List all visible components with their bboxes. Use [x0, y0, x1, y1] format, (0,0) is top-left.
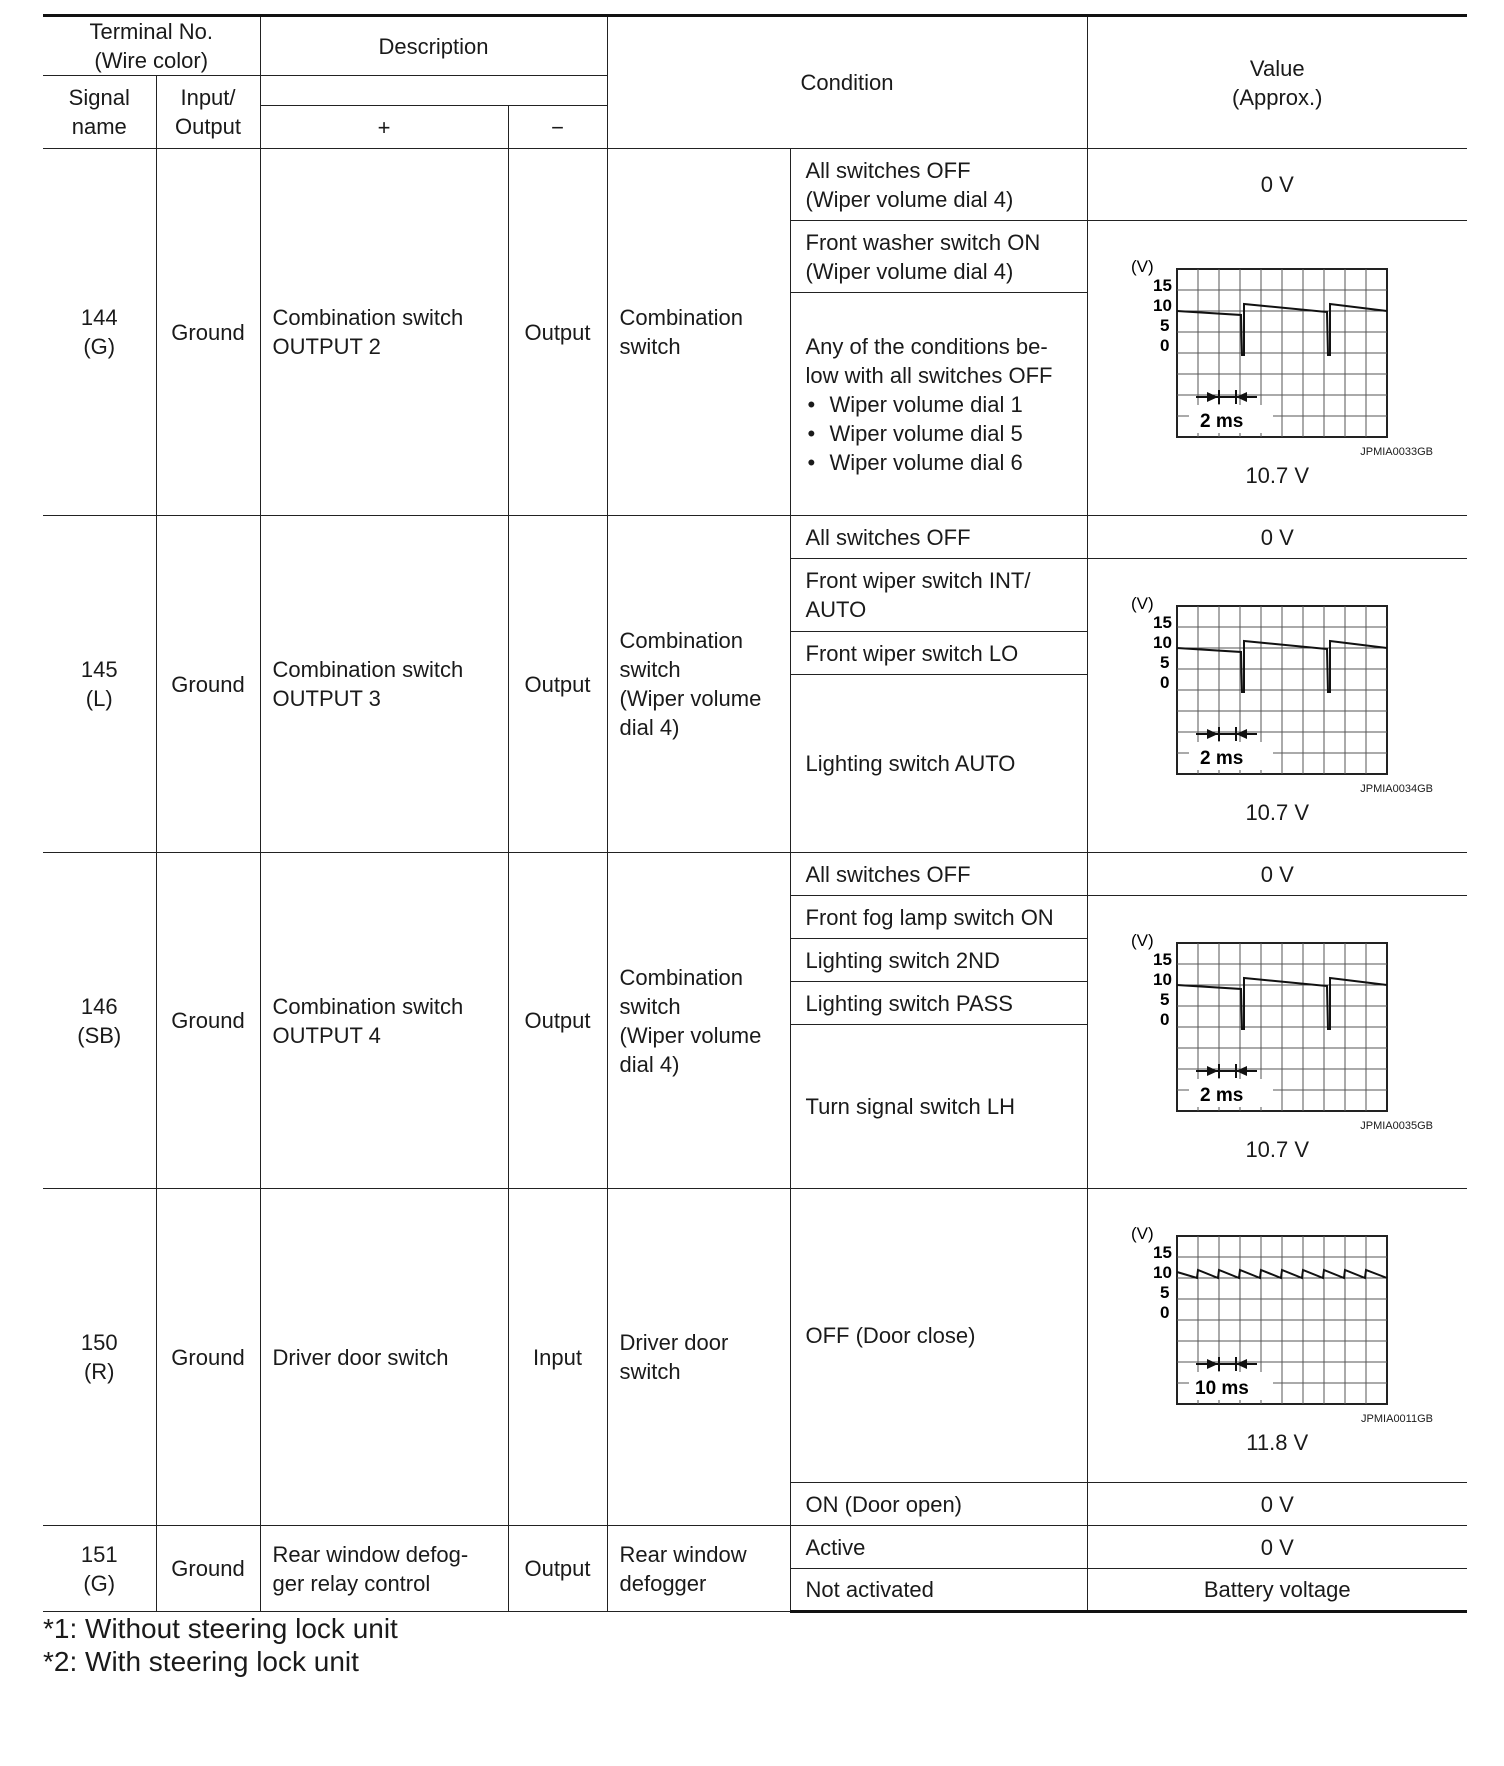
condition-main: Combination switch (Wiper volume dial 4)	[607, 853, 790, 1189]
signal-name: Combination switch OUTPUT 2	[260, 149, 508, 516]
value-cell: 0 V	[1087, 516, 1467, 559]
header-signal-name: Signal name	[43, 76, 156, 149]
time-scale: 2 ms	[1200, 748, 1244, 769]
condition-main: Rear window defogger	[607, 1526, 790, 1612]
condition-text: Any of the conditions be- low with all switches OFF	[805, 333, 1053, 388]
axis-unit: (V)	[1131, 594, 1154, 613]
waveform-cell	[1087, 896, 1467, 1189]
signal-name: Rear window defog- ger relay control	[260, 1526, 508, 1612]
value-cell: 0 V	[1087, 853, 1467, 896]
condition-item: All switches OFF	[790, 853, 1087, 896]
axis-unit: (V)	[1131, 930, 1154, 950]
footnote: *2: With steering lock unit	[43, 1646, 359, 1677]
condition-main: Combination switch	[607, 149, 790, 516]
figure-code: JPMIA0035GB	[1360, 1119, 1433, 1132]
axis-unit: (V)	[1131, 1224, 1154, 1243]
value-cell: Battery voltage	[1087, 1569, 1467, 1612]
signal-trace	[1177, 1270, 1387, 1278]
tick-label: 15	[1153, 949, 1173, 969]
condition-item: OFF (Door close)	[790, 1189, 1087, 1483]
condition-bullets	[806, 390, 1075, 477]
tick-label: 15	[1153, 275, 1173, 295]
waveform-150	[1127, 1212, 1427, 1408]
footnotes	[43, 1612, 398, 1678]
terminal-151: 151 (G)	[43, 1526, 156, 1612]
waveform-146	[1127, 919, 1427, 1115]
condition-item: ON (Door open)	[790, 1483, 1087, 1526]
condition-item	[790, 293, 1087, 516]
waveform-cell	[1087, 1189, 1467, 1483]
waveform-cell	[1087, 221, 1467, 516]
value-cell: 0 V	[1087, 1526, 1467, 1569]
terminal-table	[43, 14, 1467, 1613]
condition-main: Combination switch (Wiper volume dial 4)	[607, 516, 790, 853]
time-scale: 10 ms	[1195, 1378, 1250, 1399]
figure-code: JPMIA0011GB	[1361, 1413, 1433, 1425]
bullet-item: • Wiper volume dial 1	[806, 390, 1075, 419]
time-scale: 2 ms	[1200, 410, 1244, 432]
condition-main: Driver door switch	[607, 1189, 790, 1526]
figure-value: 10.7 V	[1245, 462, 1310, 488]
terminal-145: 145 (L)	[43, 516, 156, 853]
figure-value: 10.7 V	[1245, 800, 1310, 825]
io-label: Output	[508, 516, 607, 853]
ground-label: Ground	[156, 1526, 260, 1612]
figure-value: 10.7 V	[1245, 1136, 1310, 1162]
condition-item: Front wiper switch INT/ AUTO	[790, 559, 1087, 632]
condition-item: Lighting switch PASS	[790, 982, 1087, 1025]
io-label: Input	[508, 1189, 607, 1526]
waveform-144	[1127, 245, 1427, 441]
tick-label: 10	[1153, 969, 1173, 989]
waveform-145	[1127, 582, 1427, 778]
tick-label: 10	[1153, 633, 1173, 652]
header-input-output: Input/ Output	[156, 76, 260, 149]
tick-label: 0	[1160, 1009, 1170, 1029]
ground-label: Ground	[156, 1189, 260, 1526]
terminal-144: 144 (G)	[43, 149, 156, 516]
figure-value: 11.8 V	[1246, 1430, 1309, 1455]
condition-item: Turn signal switch LH	[790, 1025, 1087, 1189]
tick-label: 0	[1160, 335, 1170, 355]
bullet-item: • Wiper volume dial 6	[806, 448, 1075, 477]
header-description: Description	[260, 16, 607, 76]
header-plus: +	[260, 106, 508, 149]
terminal-150: 150 (R)	[43, 1189, 156, 1526]
tick-label: 5	[1160, 1283, 1170, 1302]
tick-label: 15	[1153, 1243, 1173, 1262]
condition-item: Active	[790, 1526, 1087, 1569]
terminal-146: 146 (SB)	[43, 853, 156, 1189]
condition-item: All switches OFF	[790, 516, 1087, 559]
header-terminal-no: Terminal No. (Wire color)	[43, 16, 260, 76]
signal-name: Driver door switch	[260, 1189, 508, 1526]
tick-label: 5	[1160, 653, 1170, 672]
condition-item: Front washer switch ON (Wiper volume dial 4)	[790, 221, 1087, 293]
waveform-cell	[1087, 559, 1467, 853]
tick-label: 15	[1153, 613, 1173, 632]
bullet-item: • Wiper volume dial 5	[806, 419, 1075, 448]
tick-label: 0	[1160, 1303, 1170, 1322]
io-label: Output	[508, 853, 607, 1189]
condition-item: Front wiper switch LO	[790, 632, 1087, 675]
tick-label: 5	[1160, 989, 1170, 1009]
footnote: *1: Without steering lock unit	[43, 1613, 398, 1644]
signal-name: Combination switch OUTPUT 3	[260, 516, 508, 853]
io-label: Output	[508, 149, 607, 516]
figure-code: JPMIA0033GB	[1360, 445, 1433, 458]
tick-label: 0	[1160, 673, 1170, 692]
value-cell: 0 V	[1087, 1483, 1467, 1526]
figure-code: JPMIA0034GB	[1360, 783, 1433, 795]
tick-label: 10	[1153, 295, 1173, 315]
condition-item: Lighting switch 2ND	[790, 939, 1087, 982]
condition-item: Not activated	[790, 1569, 1087, 1612]
header-value: Value (Approx.)	[1087, 16, 1467, 149]
condition-item: Lighting switch AUTO	[790, 675, 1087, 853]
ground-label: Ground	[156, 853, 260, 1189]
ground-label: Ground	[156, 149, 260, 516]
signal-name: Combination switch OUTPUT 4	[260, 853, 508, 1189]
condition-item: All switches OFF (Wiper volume dial 4)	[790, 149, 1087, 221]
condition-item: Front fog lamp switch ON	[790, 896, 1087, 939]
ground-label: Ground	[156, 516, 260, 853]
header-condition: Condition	[607, 16, 1087, 149]
tick-label: 10	[1153, 1263, 1173, 1282]
io-label: Output	[508, 1526, 607, 1612]
time-scale: 2 ms	[1200, 1084, 1244, 1106]
axis-unit: (V)	[1131, 256, 1154, 276]
value-cell: 0 V	[1087, 149, 1467, 221]
tick-label: 5	[1160, 315, 1170, 335]
header-minus: −	[508, 106, 607, 149]
